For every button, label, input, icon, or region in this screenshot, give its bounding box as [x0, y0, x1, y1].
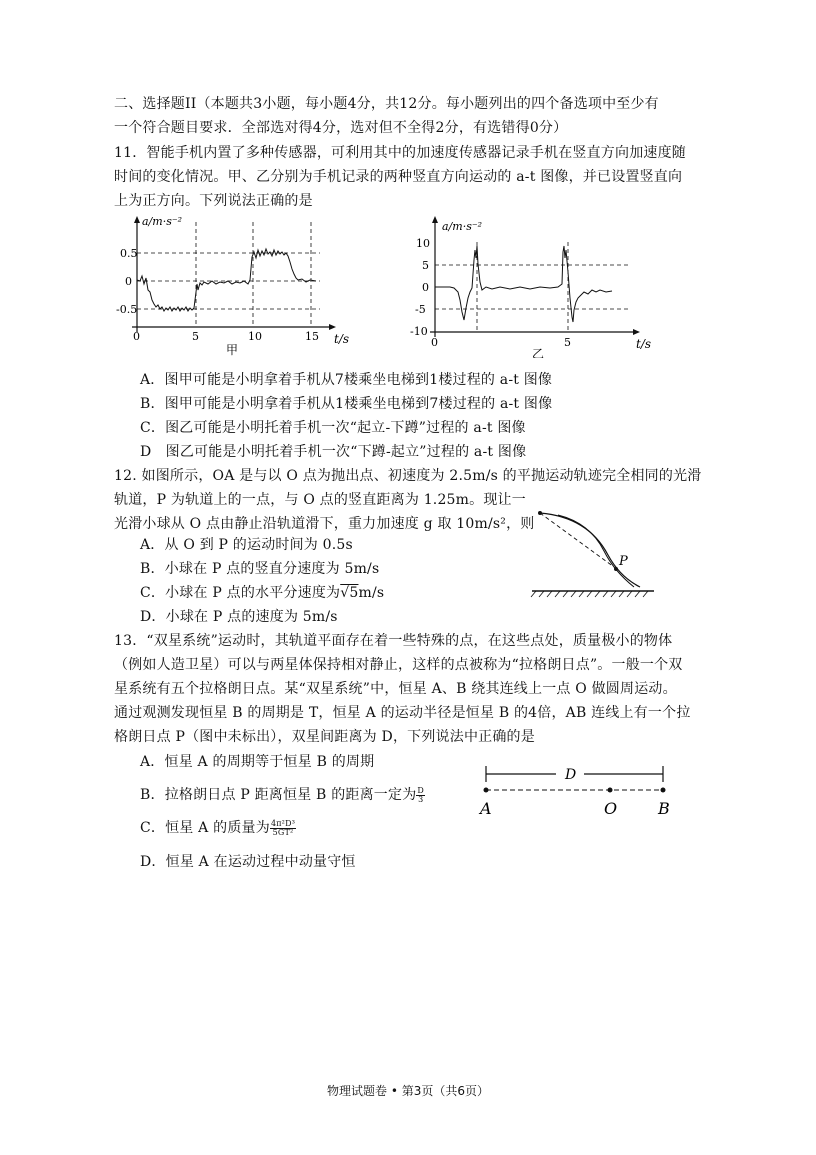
- q11-option-a: A．图甲可能是小明拿着手机从7楼乘坐电梯到1楼过程的 a-t 图像: [140, 372, 553, 388]
- yi-caption: 乙: [532, 347, 545, 358]
- q13-stem-line-2: （例如人造卫星）可以与两星体保持相对静止，这样的点被称为“拉格朗日点”。一般一个双: [114, 657, 683, 673]
- q11-stem-line-1: 11．智能手机内置了多种传感器，可利用其中的加速度传感器记录手机在竖直方向加速度随: [114, 145, 687, 161]
- jia-xtick-2: 10: [248, 330, 262, 343]
- q12-stem-line-2: 轨道，P 为轨道上的一点，与 O 点的竖直距离为 1.25m。现让一: [114, 492, 526, 508]
- page-footer: 物理试题卷 • 第3页（共6页）: [327, 1084, 489, 1098]
- q12-figure: [528, 505, 660, 605]
- yi-x-arrow: [633, 329, 640, 335]
- yi-xtick-0: 0: [431, 336, 438, 349]
- jia-ylabel: a/m·s⁻²: [142, 215, 183, 228]
- q12-option-d: D．小球在 P 点的速度为 5m/s: [140, 609, 338, 625]
- q12-option-c: [140, 583, 384, 603]
- jia-xtick-1: 5: [192, 330, 199, 343]
- q13-option-c: [140, 818, 296, 838]
- q12-stem-line-3: 光滑小球从 O 点由静止沿轨道滑下，重力加速度 g 取 10m/s²，则: [114, 516, 535, 532]
- q12-option-b: B．小球在 P 点的竖直分速度为 5m/s: [140, 561, 380, 577]
- q12-label-p: P: [619, 554, 628, 569]
- jia-ytick-1: 0: [125, 275, 132, 288]
- q12-option-a: A．从 O 到 P 的运动时间为 0.5s: [140, 537, 353, 553]
- q13-figure: [476, 762, 672, 820]
- q12-track-inner: [558, 515, 634, 587]
- q13-label-b: B: [658, 799, 670, 818]
- q13-option-c-num: 4π²D³: [270, 818, 296, 828]
- q13-stem-line-3: 星系统有五个拉格朗日点。某“双星系统”中，恒星 A、B 绕其连线上一点 O 做圆周运动。: [114, 681, 677, 697]
- yi-xlabel: t/s: [636, 337, 652, 351]
- yi-ytick-0: 10: [416, 237, 430, 250]
- q13-label-o: O: [604, 799, 618, 818]
- section-header-line-1: 二、选择题II（本题共3小题，每小题4分，共12分。每小题列出的四个备选项中至少有: [114, 96, 659, 112]
- q12-option-c-text: C．小球在 P 点的水平分速度为: [140, 585, 341, 601]
- q12-ground-hatch: [531, 591, 648, 597]
- q13-stem-line-5: 格朗日点 P（图中未标出），双星间距离为 D，下列说法中正确的是: [114, 729, 535, 745]
- q13-option-c-den: 5GT²: [272, 827, 294, 837]
- jia-x-arrow: [329, 324, 336, 330]
- q13-option-c-text: C．恒星 A 的质量为: [140, 820, 270, 836]
- yi-y-arrow: [432, 216, 438, 223]
- q12-option-c-root: √5: [340, 585, 359, 601]
- q13-star-a: [484, 788, 489, 793]
- q13-option-c-fraction: [270, 820, 296, 837]
- q11-option-d: D 图乙可能是小明托着手机一次“下蹲-起立”过程的 a-t 图像: [140, 444, 527, 460]
- jia-y-arrow: [134, 216, 140, 223]
- jia-ytick-2: -0.5: [116, 303, 138, 316]
- jia-ytick-0: 0.5: [120, 247, 138, 260]
- chart-yi: [410, 212, 660, 358]
- yi-ytick-1: 5: [422, 259, 429, 272]
- q12-track-outer: [540, 513, 640, 587]
- q13-label-d: D: [565, 767, 577, 783]
- q13-option-b: [140, 785, 425, 805]
- q11-stem-line-2: 时间的变化情况。甲、乙分别为手机记录的两种竖直方向运动的 a-t 图像，并已设置竖直向: [114, 169, 683, 185]
- yi-ytick-3: -5: [415, 303, 426, 316]
- q13-label-a: A: [480, 799, 492, 818]
- q13-option-b-num: D: [417, 785, 425, 795]
- chart-jia: [110, 212, 350, 358]
- q13-option-a: A．恒星 A 的周期等于恒星 B 的周期: [140, 754, 375, 770]
- jia-caption: 甲: [226, 343, 239, 357]
- jia-series-line: [137, 249, 316, 311]
- q12-dashed-op: [540, 513, 614, 567]
- jia-xtick-3: 15: [305, 330, 319, 343]
- q13-stem-line-4: 通过观测发现恒星 B 的周期是 T，恒星 A 的运动半径是恒星 B 的4倍，AB 连线上有一个拉: [114, 705, 691, 721]
- yi-ytick-2: 0: [422, 281, 429, 294]
- q13-point-o: [608, 788, 613, 793]
- q13-option-d: D．恒星 A 在运动过程中动量守恒: [140, 854, 356, 870]
- q11-option-b: B．图甲可能是小明拿着手机从1楼乘坐电梯到7楼过程的 a-t 图像: [140, 396, 553, 412]
- q13-option-b-fraction: [416, 787, 425, 804]
- jia-xtick-0: 0: [133, 330, 140, 343]
- q13-stem-line-1: 13．“双星系统”运动时，其轨道平面存在着一些特殊的点，在这些点处，质量极小的物体: [114, 633, 673, 649]
- q12-point-p: [614, 567, 618, 571]
- section-header-line-2: 一个符合题目要求．全部选对得4分，选对但不全得2分，有选错得0分）: [114, 120, 568, 136]
- yi-xtick-1: 5: [564, 336, 571, 349]
- q13-star-b: [661, 788, 666, 793]
- q11-option-c: C．图乙可能是小明托着手机一次“起立-下蹲”过程的 a-t 图像: [140, 420, 526, 436]
- q13-option-b-text: B．拉格朗日点 P 距离恒星 B 的距离一定为: [140, 787, 417, 803]
- q12-stem-line-1: 12. 如图所示，OA 是与以 O 点为抛出点、初速度为 2.5m/s 的平抛运动轨迹完全相同的光滑: [114, 468, 702, 484]
- yi-ylabel: a/m·s⁻²: [442, 220, 483, 233]
- q11-stem-line-3: 上为正方向。下列说法正确的是: [114, 193, 313, 209]
- jia-xlabel: t/s: [334, 332, 350, 346]
- yi-ytick-4: -10: [410, 325, 428, 338]
- yi-series-line: [435, 246, 612, 322]
- q13-option-b-den: 3: [418, 794, 424, 804]
- q12-option-c-unit: m/s: [358, 585, 385, 601]
